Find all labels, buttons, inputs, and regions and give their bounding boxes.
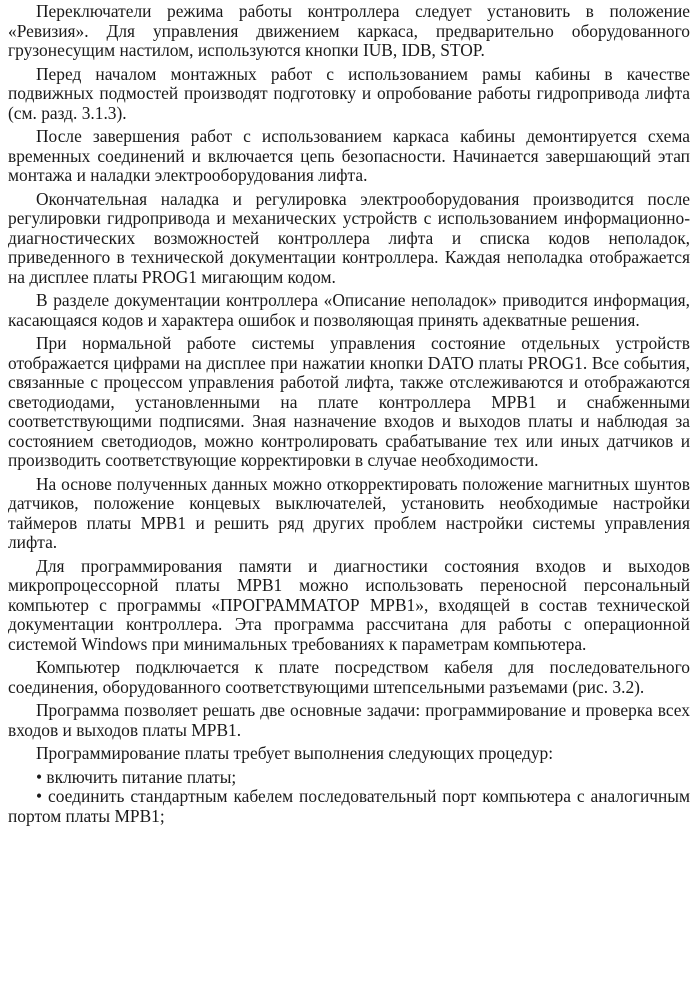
paragraph: Программирование платы требует выполнения следующих процедур: [36,743,554,763]
list-item: • включить питание платы; [36,766,237,787]
paragraph: Для программирования памяти и диагностики состояния входов и выходов микропроцессорной платы МРВ1 можно использовать переносной персональный компьютер с программы «ПРОГРАММАТОР МРВ1», входящей в состав технической документации контроллера. Эта программа рассчитана для работы с операционной системой Windows при минимальных требованиях к параметрам компьютера. [8,555,690,654]
paragraph: Программа позволяет решать две основные задачи: программирование и проверка всех входов и выходов платы МРВ1. [8,700,690,740]
paragraph: Компьютер подключается к плате посредством кабеля для последовательного соединения, оборудованного соответствующими штепсельными разъемами (рис. 3.2). [8,657,690,697]
paragraph: После завершения работ с использованием каркаса кабины демонтируется схема временных соединений и включается цепь безопасности. Начинается завершающий этап монтажа и наладки электрооборудования лифта. [8,126,690,185]
paragraph: В разделе документации контроллера «Описание неполадок» приводится информация, касающаяся кодов и характера ошибок и позволяющая принять адекватные решения. [8,290,690,330]
paragraph: Переключатели режима работы контроллера следует установить в положение «Ревизия». Для управления движением каркаса, предварительно оборудованного грузонесущим настилом, используются кнопки IUB, IDB, STOP. [8,1,690,60]
paragraph: Окончательная наладка и регулировка электрооборудования производится после регулировки гидропривода и механических устройств с использованием информационно-диагностических возможностей контроллера лифта и списка кодов неполадок, приведенного в технической документации контроллера. Каждая неполадка отображается на дисплее платы PROG1 мигающим кодом. [8,188,690,287]
list-item: • соединить стандартным кабелем последовательный порт компьютера с аналогичным портом платы МРВ1; [8,786,690,826]
paragraph: Перед началом монтажных работ с использованием рамы кабины в качестве подвижных подмостей производят подготовку и опробование работы гидропривода лифта (см. разд. 3.1.3). [8,63,690,123]
paragraph: На основе полученных данных можно откорректировать положение магнитных шунтов датчиков, положение концевых выключателей, установить необходимые настройки таймеров платы МРВ1 и решить ряд других проблем настройки системы управления лифта. [8,473,690,552]
paragraph: При нормальной работе системы управления состояние отдельных устройств отображается цифрами на дисплее при нажатии кнопки DATO платы PROG1. Все события, связанные с процессом управления работой лифта, также отслеживаются и отображаются светодиодами, установленными на плате контроллера МРВ1 и снабженными соответствующими подписями. Зная назначение входов и выходов платы и наблюдая за состоянием светодиодов, можно контролировать срабатывание тех или иных датчиков и производить соответствующие корректировки в случае необходимости. [8,333,690,470]
